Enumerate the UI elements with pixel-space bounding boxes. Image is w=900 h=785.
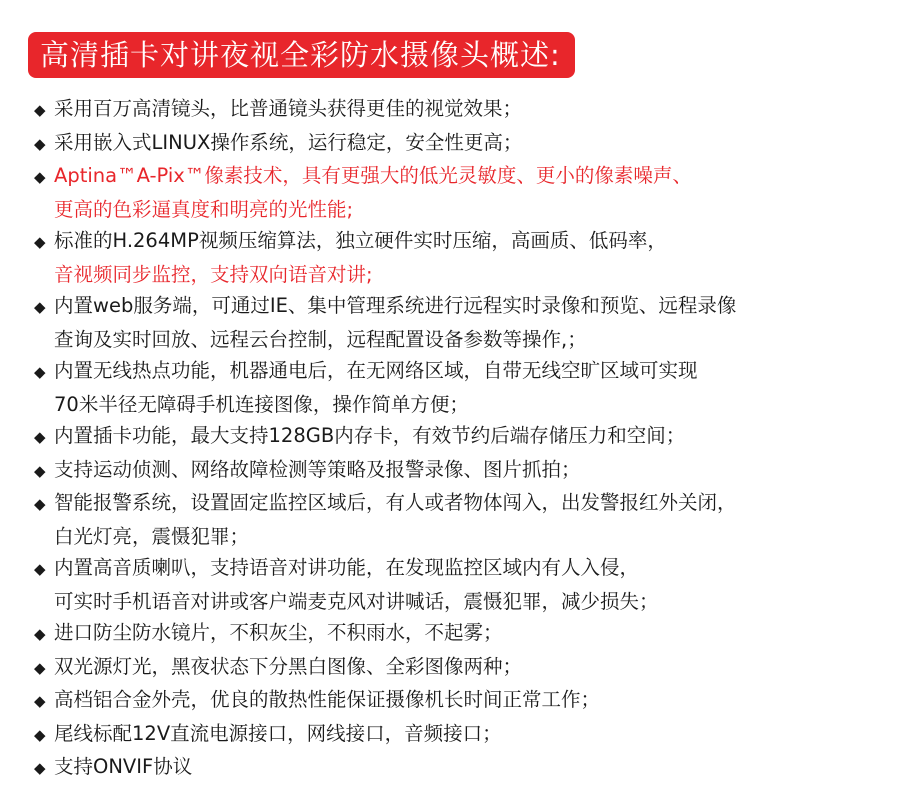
feature-text-continued: 可实时手机语音对讲或客户端麦克风对讲喊话，震慑犯罪，减少损失； bbox=[54, 589, 659, 613]
diamond-bullet-icon: ◆ bbox=[34, 759, 46, 777]
diamond-bullet-icon: ◆ bbox=[34, 658, 46, 677]
list-item bbox=[34, 487, 884, 552]
list-item bbox=[34, 127, 884, 161]
list-item bbox=[34, 751, 884, 785]
feature-text: 双光源灯光，黑夜状态下分黑白图像、全彩图像两种； bbox=[54, 654, 523, 678]
list-item bbox=[34, 355, 884, 420]
list-item bbox=[34, 93, 884, 127]
feature-list bbox=[34, 93, 884, 785]
feature-text: 支持运动侦测、网络故障检测等策略及报警录像、图片抓拍； bbox=[54, 457, 581, 481]
diamond-bullet-icon: ◆ bbox=[34, 233, 46, 251]
feature-text-continued: 查询及实时回放、远程云台控制，远程配置设备参数等操作,； bbox=[54, 327, 587, 351]
list-item bbox=[34, 617, 884, 651]
feature-text: 尾线标配12V直流电源接口，网线接口，音频接口； bbox=[54, 721, 502, 745]
list-item bbox=[34, 718, 884, 752]
diamond-bullet-icon: ◆ bbox=[34, 625, 46, 643]
list-item bbox=[34, 552, 884, 617]
diamond-bullet-icon: ◆ bbox=[34, 101, 46, 119]
feature-text: 采用嵌入式LINUX操作系统，运行稳定，安全性更高； bbox=[54, 130, 523, 154]
feature-text-continued: 音视频同步监控，支持双向语音对讲; bbox=[54, 262, 373, 286]
diamond-bullet-icon: ◆ bbox=[34, 461, 46, 480]
feature-text-continued: 70米半径无障碍手机连接图像，操作简单方便； bbox=[54, 392, 469, 416]
diamond-bullet-icon: ◆ bbox=[34, 725, 46, 744]
diamond-bullet-icon: ◆ bbox=[34, 168, 46, 186]
feature-text: 支持ONVIF协议 bbox=[54, 755, 193, 778]
feature-text: Aptina™A-Pix™像素技术，具有更强大的低光灵敏度、更小的像素噪声、 bbox=[54, 164, 692, 187]
page-title: 高清插卡对讲夜视全彩防水摄像头概述: bbox=[28, 32, 575, 78]
feature-text: 智能报警系统，设置固定监控区域后，有人或者物体闯入，出发警报红外关闭， bbox=[54, 491, 737, 514]
list-item bbox=[34, 160, 884, 225]
diamond-bullet-icon: ◆ bbox=[34, 428, 46, 446]
feature-text: 进口防尘防水镜片，不积灰尘，不积雨水，不起雾； bbox=[54, 621, 503, 644]
diamond-bullet-icon: ◆ bbox=[34, 298, 46, 316]
diamond-bullet-icon: ◆ bbox=[34, 134, 46, 153]
diamond-bullet-icon: ◆ bbox=[34, 560, 46, 578]
feature-text: 高档铝合金外壳，优良的散热性能保证摄像机长时间正常工作； bbox=[54, 688, 601, 711]
feature-text-continued: 白光灯亮，震慑犯罪； bbox=[54, 524, 250, 548]
list-item bbox=[34, 225, 884, 290]
feature-text: 内置插卡功能，最大支持128GB内存卡，有效节约后端存储压力和空间； bbox=[54, 424, 686, 447]
diamond-bullet-icon: ◆ bbox=[34, 495, 46, 513]
feature-text: 标准的H.264MP视频压缩算法，独立硬件实时压缩，高画质、低码率， bbox=[54, 229, 667, 252]
diamond-bullet-icon: ◆ bbox=[34, 363, 46, 381]
feature-text: 采用百万高清镜头，比普通镜头获得更佳的视觉效果； bbox=[54, 97, 523, 120]
feature-text: 内置无线热点功能，机器通电后，在无网络区域，自带无线空旷区域可实现 bbox=[54, 359, 698, 382]
feature-text-continued: 更高的色彩逼真度和明亮的光性能; bbox=[54, 197, 354, 221]
list-item bbox=[34, 420, 884, 454]
feature-text: 内置web服务端，可通过IE、集中管理系统进行远程实时录像和预览、远程录像 bbox=[54, 294, 737, 317]
list-item bbox=[34, 290, 884, 355]
feature-text: 内置高音质喇叭，支持语音对讲功能，在发现监控区域内有人入侵， bbox=[54, 556, 640, 579]
diamond-bullet-icon: ◆ bbox=[34, 692, 46, 710]
list-item bbox=[34, 651, 884, 685]
list-item bbox=[34, 454, 884, 488]
list-item bbox=[34, 684, 884, 718]
